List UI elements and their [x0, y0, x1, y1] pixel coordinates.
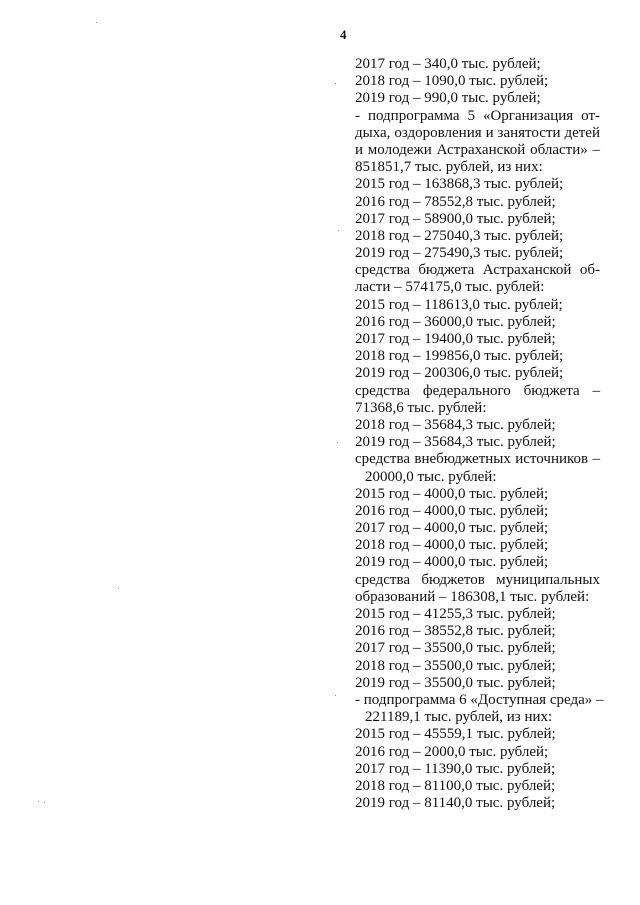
text-line: 2017 год – 340,0 тыс. рублей;	[355, 56, 541, 72]
text-line: 2019 год – 990,0 тыс. рублей;	[355, 90, 541, 107]
text-line: 2017 год – 19400,0 тыс. рублей;	[355, 331, 556, 347]
text-line: 71368,6 тыс. рублей:	[355, 399, 487, 416]
text-line: 2015 год – 163868,3 тыс. рублей;	[355, 176, 564, 193]
text-line: 2018 год – 199856,0 тыс. рублей;	[355, 348, 564, 365]
text-line: 2017 год – 4000,0 тыс. рублей;	[355, 520, 549, 537]
text-line: 2015 год – 4000,0 тыс. рублей;	[355, 485, 549, 502]
text-line: 2016 год – 78552,8 тыс. рублей;	[355, 193, 556, 210]
text-line: 2019 год – 4000,0 тыс. рублей;	[355, 554, 549, 571]
text-line: образований – 186308,1 тыс. рублей:	[355, 588, 590, 605]
text-line: 2019 год – 81140,0 тыс. рублей;	[355, 795, 556, 812]
text-line: - подпрограмма 5 «Организация от-	[355, 107, 600, 124]
text-line: 2019 год – 200306,0 тыс. рублей;	[355, 365, 564, 382]
text-line: 2019 год – 35500,0 тыс. рублей;	[355, 674, 556, 691]
text-line: средства федерального бюджета –	[355, 382, 600, 399]
scan-speck	[337, 442, 338, 443]
scan-speck	[338, 230, 339, 231]
text-line: 2015 год – 41255,3 тыс. рублей;	[355, 606, 556, 622]
scan-speck	[96, 22, 97, 23]
scan-speck	[44, 802, 45, 803]
text-line: 2016 год – 36000,0 тыс. рублей;	[355, 313, 556, 330]
text-line: средства бюджетов муниципальных	[355, 571, 600, 588]
text-line: 2017 год – 11390,0 тыс. рублей;	[355, 760, 556, 777]
text-line: 2015 год – 45559,1 тыс. рублей;	[355, 726, 556, 743]
text-line: 20000,0 тыс. рублей:	[365, 468, 497, 485]
text-line: 2018 год – 4000,0 тыс. рублей;	[355, 537, 549, 554]
text-line: 2016 год – 2000,0 тыс. рублей;	[355, 743, 549, 760]
text-line: 2016 год – 4000,0 тыс. рублей;	[355, 502, 549, 519]
scan-speck	[38, 801, 39, 802]
text-line: - подпрограмма 6 «Доступная среда» –	[355, 691, 604, 708]
text-line: 2019 год – 275490,3 тыс. рублей;	[355, 245, 564, 262]
text-line: средства бюджета Астраханской об-	[355, 262, 600, 279]
text-line: средства внебюджетных источников –	[355, 451, 600, 468]
text-line: 851851,7 тыс. рублей, из них:	[355, 159, 543, 176]
text-line: 2018 год – 35684,3 тыс. рублей;	[355, 416, 556, 433]
page-number: 4	[340, 27, 347, 42]
text-line: 2017 год – 35500,0 тыс. рублей;	[355, 640, 556, 657]
text-line: 2018 год – 275040,3 тыс. рублей;	[355, 227, 564, 244]
text-line: 2018 год – 1090,0 тыс. рублей;	[355, 73, 549, 90]
text-line: 221189,1 тыс. рублей, из них:	[365, 709, 553, 726]
text-line: 2018 год – 81100,0 тыс. рублей;	[355, 777, 556, 794]
text-line: 2015 год – 118613,0 тыс. рублей;	[355, 296, 563, 313]
text-line: ласти – 574175,0 тыс. рублей:	[355, 279, 545, 296]
text-line: дыха, оздоровления и занятости детей	[355, 124, 600, 141]
document-body	[355, 56, 604, 812]
scan-speck	[335, 695, 336, 696]
scan-speck	[335, 83, 336, 84]
text-line: 2016 год – 38552,8 тыс. рублей;	[355, 623, 556, 640]
scan-speck	[118, 588, 119, 589]
text-line: 2018 год – 35500,0 тыс. рублей;	[355, 657, 556, 674]
text-line: и молодежи Астраханской области» –	[355, 141, 600, 158]
text-line: 2017 год – 58900,0 тыс. рублей;	[355, 210, 556, 227]
text-line: 2019 год – 35684,3 тыс. рублей;	[355, 434, 556, 451]
